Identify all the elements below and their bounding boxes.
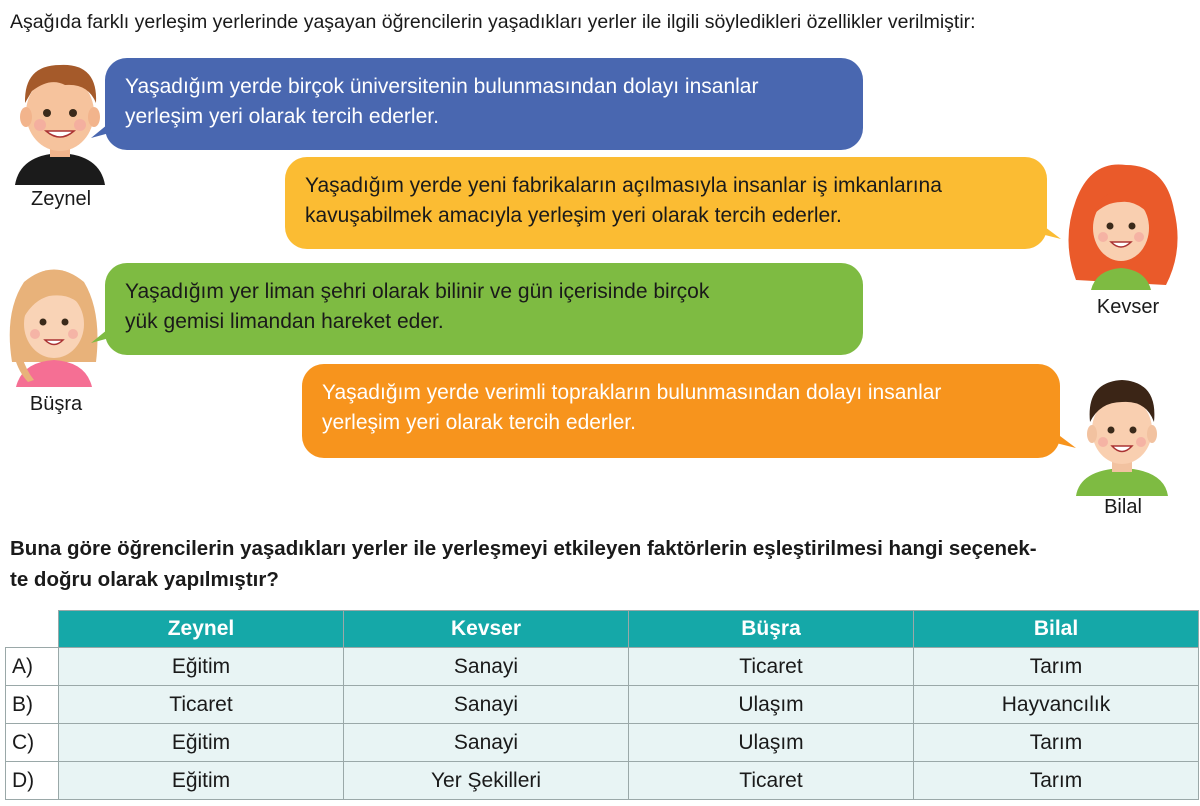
column-header-zeynel: Zeynel: [59, 611, 344, 648]
table-cell: Tarım: [914, 724, 1199, 762]
question-line: Buna göre öğrencilerin yaşadıkları yerler ile yerleşmeyi etkileyen faktörlerin eşleştirilmesi hangi seçenek-: [10, 537, 1037, 560]
bubble-line: Yaşadığım yer liman şehri olarak bilinir ve gün içerisinde birçok: [125, 280, 710, 303]
table-cell: Ticaret: [629, 762, 914, 800]
table-corner: [6, 611, 59, 648]
table-cell: Hayvancılık: [914, 686, 1199, 724]
option-label[interactable]: D): [6, 762, 59, 800]
table-cell: Ticaret: [629, 648, 914, 686]
option-row-d[interactable]: [6, 762, 1199, 800]
option-label[interactable]: A): [6, 648, 59, 686]
speech-bubble-bilal: [302, 364, 1060, 458]
question-line: te doğru olarak yapılmıştır?: [10, 568, 279, 591]
table-cell: Sanayi: [344, 724, 629, 762]
bubble-line: yerleşim yeri olarak tercih ederler.: [322, 411, 636, 434]
bubble-line: yük gemisi limandan hareket eder.: [125, 310, 444, 333]
speaker-name-kevser: Kevser: [1096, 296, 1160, 318]
table-cell: Tarım: [914, 762, 1199, 800]
option-label[interactable]: C): [6, 724, 59, 762]
column-header-bilal: Bilal: [914, 611, 1199, 648]
bubble-line: Yaşadığım yerde yeni fabrikaların açılmasıyla insanlar iş imkanlarına: [305, 174, 942, 197]
option-label[interactable]: B): [6, 686, 59, 724]
speaker-name-zeynel: Zeynel: [30, 188, 92, 210]
speech-bubble-busra: [105, 263, 863, 355]
busra-avatar-icon: [4, 262, 104, 387]
option-row-a[interactable]: [6, 648, 1199, 686]
speaker-name-bilal: Bilal: [1104, 496, 1142, 518]
table-cell: Ulaşım: [629, 686, 914, 724]
bubble-line: Yaşadığım yerde verimli toprakların bulunmasından dolayı insanlar: [322, 381, 942, 404]
answer-options-table: [5, 610, 1199, 800]
bilal-avatar-icon: [1072, 372, 1172, 496]
table-header-row: [6, 611, 1199, 648]
table-cell: Eğitim: [59, 724, 344, 762]
table-cell: Ticaret: [59, 686, 344, 724]
speech-bubble-kevser: [285, 157, 1047, 249]
bubble-line: Yaşadığım yerde birçok üniversitenin bulunmasından dolayı insanlar: [125, 75, 759, 98]
bubble-line: yerleşim yeri olarak tercih ederler.: [125, 105, 439, 128]
table-cell: Eğitim: [59, 762, 344, 800]
table-cell: Yer Şekilleri: [344, 762, 629, 800]
column-header-busra: Büşra: [629, 611, 914, 648]
column-header-kevser: Kevser: [344, 611, 629, 648]
speaker-name-busra: Büşra: [29, 393, 83, 415]
table-cell: Sanayi: [344, 686, 629, 724]
option-row-b[interactable]: [6, 686, 1199, 724]
intro-text: Aşağıda farklı yerleşim yerlerinde yaşayan öğrencilerin yaşadıkları yerler ile ilgili söyledikleri özellikler verilmiştir:: [10, 11, 976, 33]
bubble-line: kavuşabilmek amacıyla yerleşim yeri olarak tercih ederler.: [305, 204, 842, 227]
option-row-c[interactable]: [6, 724, 1199, 762]
question-text: [10, 533, 1192, 595]
table-cell: Eğitim: [59, 648, 344, 686]
table-cell: Sanayi: [344, 648, 629, 686]
speech-bubble-zeynel: [105, 58, 863, 150]
kevser-avatar-icon: [1056, 160, 1186, 290]
table-cell: Ulaşım: [629, 724, 914, 762]
table-cell: Tarım: [914, 648, 1199, 686]
